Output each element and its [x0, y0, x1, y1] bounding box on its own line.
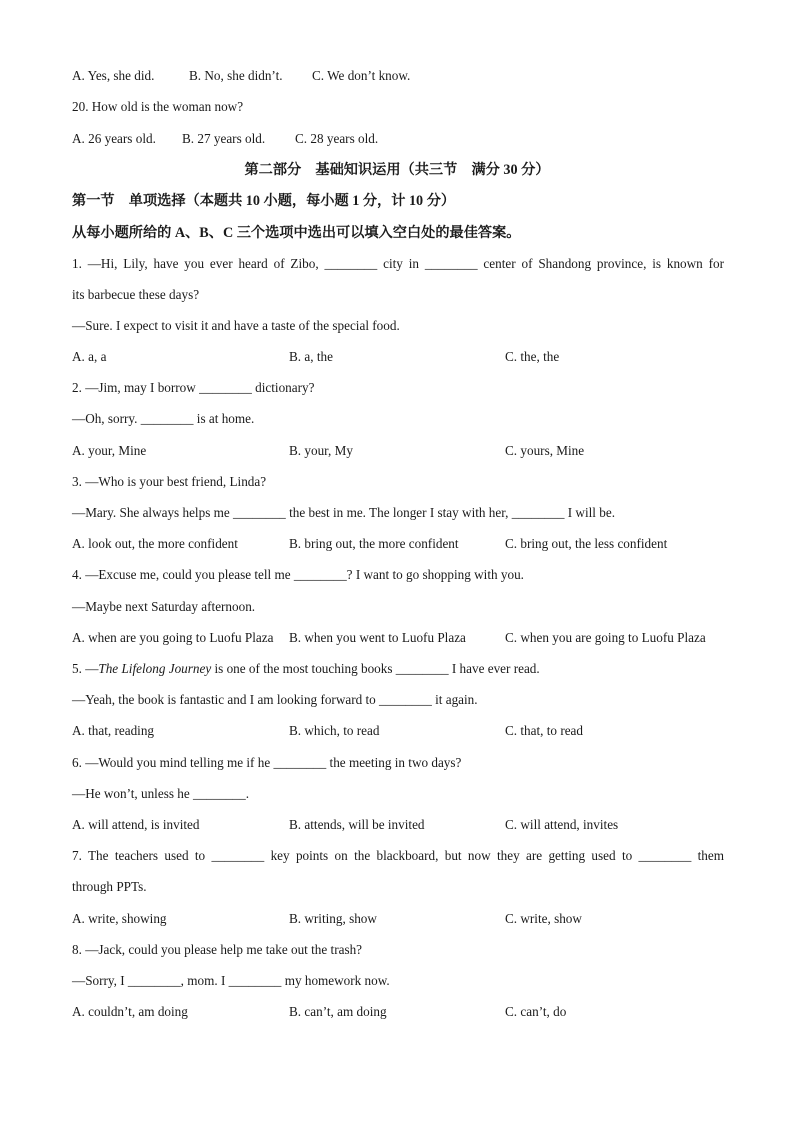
- q8-option-c: C. can’t, do: [505, 1004, 567, 1019]
- q8-option-b: B. can’t, am doing: [289, 1004, 387, 1019]
- q7-option-a: A. write, showing: [72, 911, 167, 926]
- q2-option-b: B. your, My: [289, 443, 353, 458]
- q6-stem: 6. —Would you mind telling me if he ________ the meeting in two days?: [72, 755, 462, 770]
- q5-option-b: B. which, to read: [289, 723, 380, 738]
- q4-answer-line: —Maybe next Saturday afternoon.: [72, 599, 256, 614]
- q5-answer-line: —Yeah, the book is fantastic and I am looking forward to ________ it again.: [72, 692, 478, 707]
- q3-option-b: B. bring out, the more confident: [289, 536, 459, 551]
- q1-stem-line2: its barbecue these days?: [72, 287, 200, 302]
- q2-stem: 2. —Jim, may I borrow ________ dictionary?: [72, 380, 315, 395]
- q1-answer-line: —Sure. I expect to visit it and have a taste of the special food.: [72, 318, 400, 333]
- q7-stem-line1: 7. The teachers used to ________ key points on the blackboard, but now they are getting used to ________ them: [72, 848, 724, 863]
- q5-stem: [72, 660, 724, 678]
- q6-option-b: B. attends, will be invited: [289, 817, 425, 832]
- q8-option-a: A. couldn’t, am doing: [72, 1004, 188, 1019]
- q8-stem: 8. —Jack, could you please help me take out the trash?: [72, 942, 363, 957]
- q4-stem: 4. —Excuse me, could you please tell me ________? I want to go shopping with you.: [72, 567, 524, 582]
- q1-stem-line1: 1. —Hi, Lily, have you ever heard of Zibo, ________ city in ________ center of Shandong province, is known for: [72, 256, 724, 271]
- q3-stem: 3. —Who is your best friend, Linda?: [72, 474, 267, 489]
- q20-stem: 20. How old is the woman now?: [72, 99, 244, 114]
- q4-option-c: C. when you are going to Luofu Plaza: [505, 630, 706, 645]
- q8-answer-line: —Sorry, I ________, mom. I ________ my homework now.: [72, 973, 390, 988]
- q7-stem-line2: through PPTs.: [72, 879, 147, 894]
- section1-instruction: 从每小题所给的 A、B、C 三个选项中选出可以填入空白处的最佳答案。: [72, 225, 521, 241]
- q1-option-a: A. a, a: [72, 349, 107, 364]
- q3-option-a: A. look out, the more confident: [72, 536, 238, 551]
- q6-answer-line: —He won’t, unless he ________.: [72, 786, 250, 801]
- q3-option-c: C. bring out, the less confident: [505, 536, 668, 551]
- q5-book-title: The Lifelong Journey: [98, 661, 212, 676]
- q3-answer-line: —Mary. She always helps me ________ the best in me. The longer I stay with her, ________ I will be.: [72, 505, 615, 520]
- q6-option-c: C. will attend, invites: [505, 817, 619, 832]
- q20-option-c: C. 28 years old.: [295, 131, 379, 146]
- q5-option-c: C. that, to read: [505, 723, 584, 738]
- q2-option-c: C. yours, Mine: [505, 443, 585, 458]
- q2-option-a: A. your, Mine: [72, 443, 147, 458]
- q5-stem-rest: is one of the most touching books ________ I have ever read.: [211, 661, 540, 676]
- q5-prefix: 5. —: [72, 661, 99, 676]
- q20-option-b: B. 27 years old.: [182, 131, 266, 146]
- q6-option-a: A. will attend, is invited: [72, 817, 200, 832]
- q7-option-b: B. writing, show: [289, 911, 377, 926]
- q2-answer-line: —Oh, sorry. ________ is at home.: [72, 411, 255, 426]
- q4-option-b: B. when you went to Luofu Plaza: [289, 630, 466, 645]
- q1-option-b: B. a, the: [289, 349, 333, 364]
- q20-option-a: A. 26 years old.: [72, 131, 156, 146]
- q1-option-c: C. the, the: [505, 349, 560, 364]
- q4-option-a: A. when are you going to Luofu Plaza: [72, 630, 274, 645]
- q7-option-c: C. write, show: [505, 911, 582, 926]
- q19-option-c: C. We don’t know.: [312, 68, 411, 83]
- q19-option-b: B. No, she didn’t.: [189, 68, 283, 83]
- q19-option-a: A. Yes, she did.: [72, 68, 155, 83]
- part2-title: 第二部分 基础知识运用（共三节 满分 30 分）: [244, 162, 550, 178]
- q5-option-a: A. that, reading: [72, 723, 155, 738]
- section1-title: 第一节 单项选择（本题共 10 小题，每小题 1 分，计 10 分）: [72, 193, 456, 209]
